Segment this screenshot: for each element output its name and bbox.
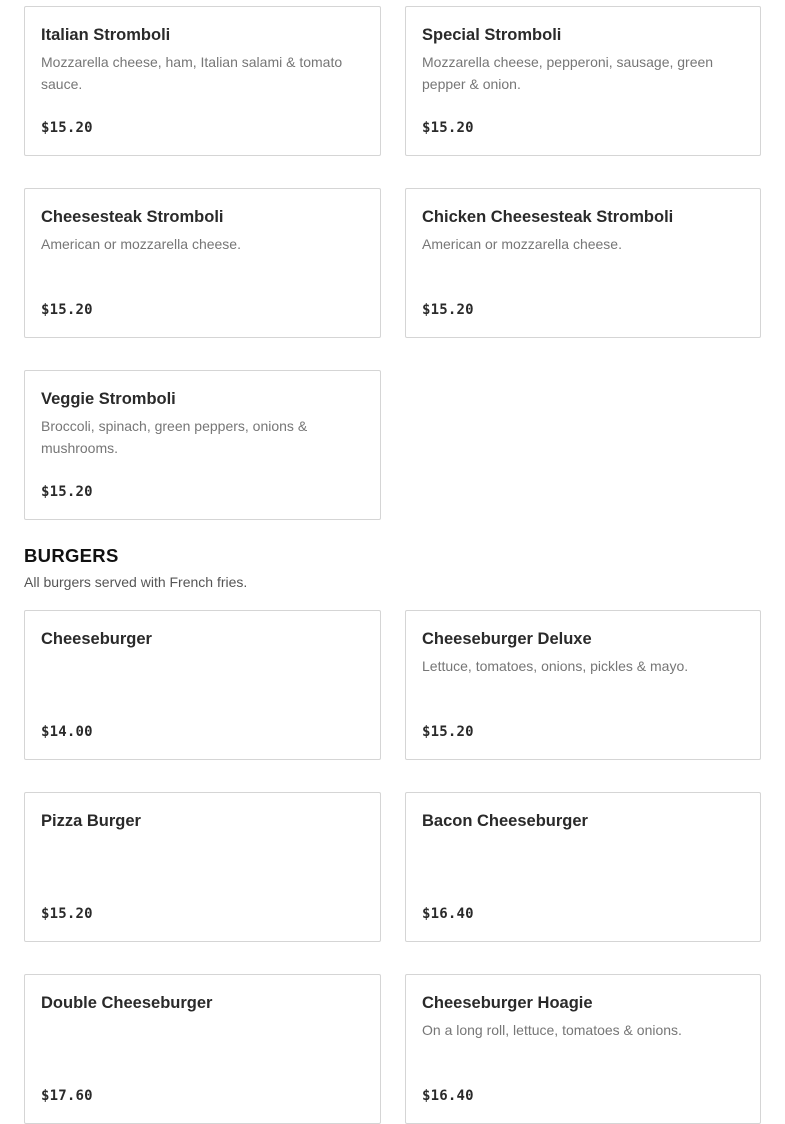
menu-item-card[interactable] <box>405 188 761 338</box>
item-name: Bacon Cheeseburger <box>422 812 588 830</box>
burgers-section-header <box>24 545 247 591</box>
section-subtitle: All burgers served with French fries. <box>24 574 248 590</box>
item-price: $15.20 <box>422 302 474 318</box>
item-price: $17.60 <box>41 1088 93 1104</box>
item-description: American or mozzarella cheese. <box>41 236 241 252</box>
item-name: Cheesesteak Stromboli <box>41 208 224 226</box>
item-description: Mozzarella cheese, ham, Italian salami & tomato sauce. <box>41 54 343 92</box>
item-price: $15.20 <box>41 906 93 922</box>
item-description: On a long roll, lettuce, tomatoes & onions. <box>422 1022 682 1038</box>
menu-item-card[interactable] <box>405 610 761 760</box>
item-price: $14.00 <box>41 724 93 740</box>
section-title: BURGERS <box>24 545 119 566</box>
item-name: Cheeseburger Hoagie <box>422 994 593 1012</box>
item-name: Pizza Burger <box>41 812 141 830</box>
item-name: Special Stromboli <box>422 26 562 44</box>
menu-item-card[interactable] <box>24 792 381 942</box>
item-price: $15.20 <box>422 724 474 740</box>
menu-item-card[interactable] <box>24 610 381 760</box>
item-description: Mozzarella cheese, pepperoni, sausage, green pepper & onion. <box>422 54 714 92</box>
item-description: Lettuce, tomatoes, onions, pickles & mayo. <box>422 658 689 674</box>
item-price: $16.40 <box>422 906 474 922</box>
item-name: Veggie Stromboli <box>41 390 176 408</box>
menu-item-card[interactable] <box>24 370 381 520</box>
menu-item-card[interactable] <box>405 792 761 942</box>
item-price: $16.40 <box>422 1088 474 1104</box>
item-description: Broccoli, spinach, green peppers, onions & mushrooms. <box>41 418 308 456</box>
menu-item-card[interactable] <box>405 974 761 1124</box>
stromboli-items-grid <box>24 6 761 520</box>
menu-item-card[interactable] <box>405 6 761 156</box>
item-description: American or mozzarella cheese. <box>422 236 622 252</box>
item-name: Cheeseburger <box>41 630 152 648</box>
burgers-items-grid <box>24 610 761 1124</box>
item-price: $15.20 <box>41 120 93 136</box>
item-name: Chicken Cheesesteak Stromboli <box>422 208 674 226</box>
menu-item-card[interactable] <box>24 974 381 1124</box>
item-price: $15.20 <box>41 302 93 318</box>
menu-item-card[interactable] <box>24 6 381 156</box>
item-name: Cheeseburger Deluxe <box>422 630 592 648</box>
menu-item-card[interactable] <box>24 188 381 338</box>
item-price: $15.20 <box>422 120 474 136</box>
item-name: Italian Stromboli <box>41 26 171 44</box>
item-name: Double Cheeseburger <box>41 994 213 1012</box>
item-price: $15.20 <box>41 484 93 500</box>
